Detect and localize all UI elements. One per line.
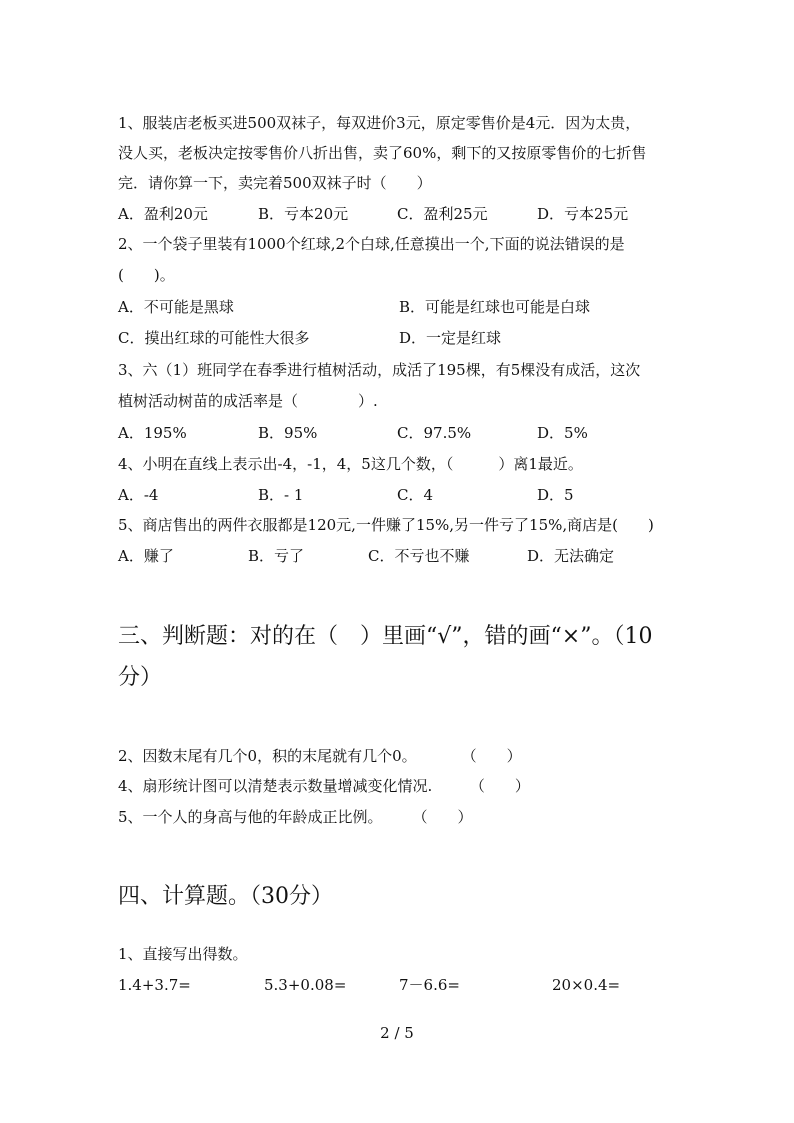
calc-item-3: 7－6.6= [399,976,460,994]
q5-line1: 5、商店售出的两件衣服都是120元,一件赚了15%,另一件亏了15%,商店是( ) [118,516,654,534]
calc-item-1: 1.4+3.7= [118,976,191,994]
q1-line2: 没人买，老板决定按零售价八折出售，卖了60%，剩下的又按原零售价的七折售 [118,144,647,162]
q4-option-b: B．- 1 [258,486,304,504]
section3-title-line1: 三、判断题：对的在（ ）里画“√”，错的画“×”。（10 [118,624,653,649]
q4-option-c: C．4 [397,486,434,504]
q3-option-a: A．195% [118,424,187,442]
q1-line3: 完．请你算一下，卖完着500双袜子时（ ） [118,174,432,192]
q3-option-b: B．95% [258,424,318,442]
q4-option-a: A．-4 [118,486,159,504]
q2-option-b: B．可能是红球也可能是白球 [399,298,591,316]
q3-option-d: D．5% [537,424,588,442]
calc-item-4: 20×0.4= [552,976,621,994]
section3-item-2: 2、因数末尾有几个0，积的末尾就有几个0。 （ ） [118,747,522,765]
section3-item-5: 5、一个人的身高与他的年龄成正比例。 （ ） [118,808,473,826]
q2-option-a: A．不可能是黑球 [118,298,234,316]
q3-line2: 植树活动树苗的成活率是（ ）. [118,392,378,410]
section4-title: 四、计算题。（30分） [118,884,333,909]
q1-line1: 1、服装店老板买进500双袜子，每双进价3元，原定零售价是4元．因为太贵， [118,114,641,132]
q2-line2: ( )。 [118,266,175,284]
q1-option-c: C．盈利25元 [397,205,488,223]
q1-option-b: B．亏本20元 [258,205,349,223]
section3-item-4: 4、扇形统计图可以清楚表示数量增减变化情况. （ ） [118,777,530,795]
calc-item-2: 5.3+0.08= [264,976,347,994]
q1-option-d: D．亏本25元 [537,205,629,223]
q3-line1: 3、六（1）班同学在春季进行植树活动，成活了195棵，有5棵没有成活，这次 [118,361,641,379]
q5-option-b: B．亏了 [248,547,305,565]
q2-option-d: D．一定是红球 [399,329,502,347]
q5-option-a: A．赚了 [118,547,174,565]
section4-subquestion: 1、直接写出得数。 [118,945,248,963]
q2-option-c: C．摸出红球的可能性大很多 [118,329,310,347]
q1-option-a: A．盈利20元 [118,205,208,223]
q5-option-c: C．不亏也不赚 [368,547,470,565]
page-number: 2 / 5 [380,1024,414,1042]
q5-option-d: D．无法确定 [527,547,615,565]
q4-line1: 4、小明在直线上表示出-4，-1，4，5这几个数，（ ）离1最近。 [118,455,583,473]
q2-line1: 2、一个袋子里装有1000个红球,2个白球,任意摸出一个,下面的说法错误的是 [118,235,625,253]
q4-option-d: D．5 [537,486,574,504]
q3-option-c: C．97.5% [397,424,472,442]
section3-title-line2: 分） [118,665,163,690]
